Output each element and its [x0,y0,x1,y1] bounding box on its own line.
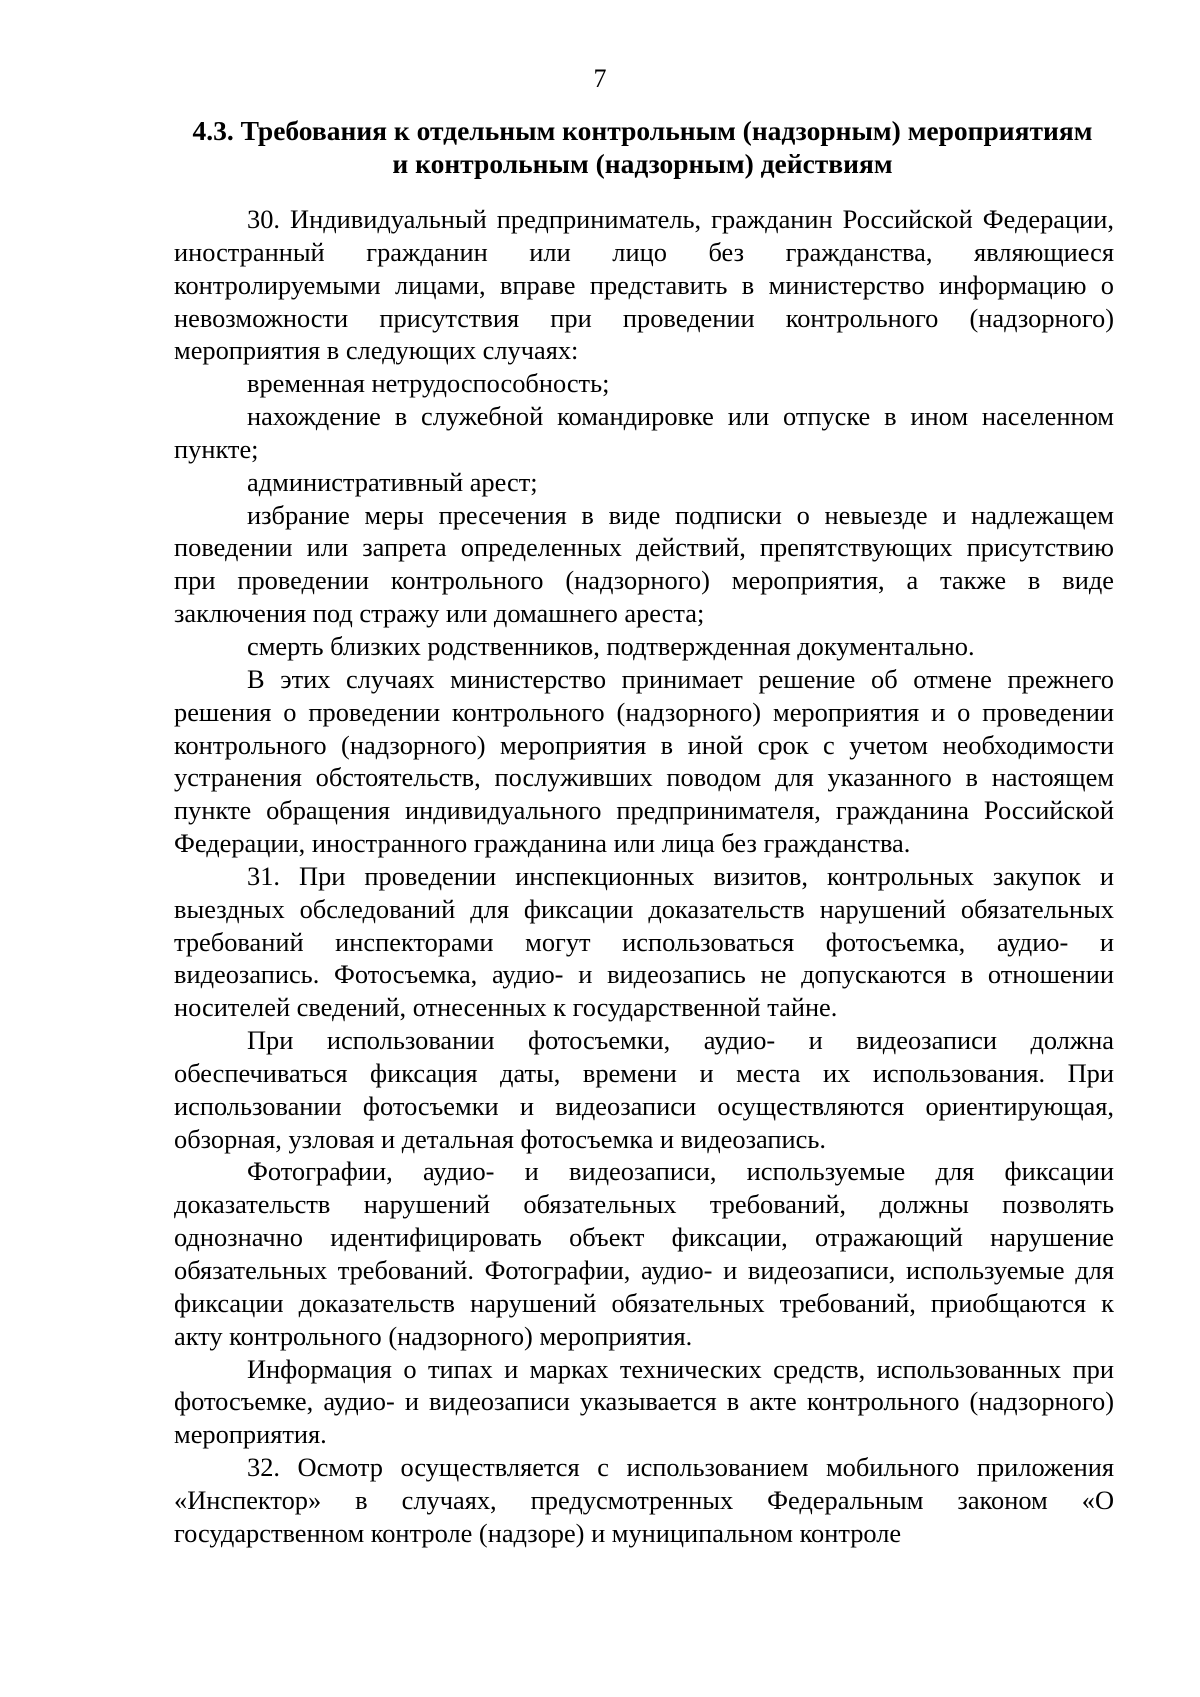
list-item-arrest: административный арест; [247,466,538,497]
page-number: 7 [593,64,607,93]
paragraph-31-fixation: При использовании фотосъемки, аудио- и видеозаписи должна обеспечиваться фиксация даты, времени и места их использования. При использовании фотосъемки и видеозаписи осуществляются ориентирующая, обзорная, узловая и детальная фотосъемка и видеозапись. [174,1025,1114,1154]
section-heading-line-2: и контрольным (надзорным) действиям [392,148,893,179]
paragraph-32-inspection: 32. Осмотр осуществляется с использованием мобильного приложения «Инспектор» в случаях, предусмотренных Федеральным законом «О государственном контроле (надзоре) и муниципальном контроле [174,1452,1114,1548]
list-item-business-trip: нахождение в служебной командировке или отпуске в ином населенном пункте; [174,401,1114,464]
paragraph-30-decision: В этих случаях министерство принимает решение об отмене прежнего решения о проведении контрольного (надзорного) мероприятия и о проведении контрольного (надзорного) мероприятия в иной срок с учетом необходимости устранения обстоятельств, послуживших поводом для указанного в настоящем пункте обращения индивидуального предпринимателя, гражданина Российской Федерации, иностранного гражданина или лица без гражданства. [174,663,1114,859]
paragraph-31-intro: 31. При проведении инспекционных визитов, контрольных закупок и выездных обследований для фиксации доказательств нарушений обязательных требований инспекторами могут использоваться фотосъемка, аудио- и видеозапись. Фотосъемка, аудио- и видеозапись не допускаются в отношении носителей сведений, отнесенных к государственной тайне. [174,860,1114,1023]
list-item-relatives-death: смерть близких родственников, подтвержденная документально. [247,630,975,661]
paragraph-31-photos: Фотографии, аудио- и видеозаписи, используемые для фиксации доказательств нарушений обязательных требований, должны позволять однозначно идентифицировать объект фиксации, отражающий нарушение обязательных требований. Фотографии, аудио- и видеозаписи, используемые для фиксации доказательств нарушений обязательных требований, приобщаются к акту контрольного (надзорного) мероприятия. [174,1156,1114,1351]
section-heading [170,114,1115,180]
list-item-preventive-measure: избрание меры пресечения в виде подписки о невыезде и надлежащем поведении или запрета определенных действий, препятствующих присутствию при проведении контрольного (надзорного) мероприятия, а также в виде заключения под стражу или домашнего ареста; [174,499,1114,629]
section-heading-line-1: 4.3. Требования к отдельным контрольным (надзорным) мероприятиям [192,115,1093,146]
paragraph-31-technical-means: Информация о типах и марках технических средств, использованных при фотосъемке, аудио- и видеозаписи указывается в акте контрольного (надзорного) мероприятия. [174,1353,1114,1450]
document-body [174,203,1114,1550]
paragraph-30-intro: 30. Индивидуальный предприниматель, гражданин Российской Федерации, иностранный гражданин или лицо без гражданства, являющиеся контролируемыми лицами, вправе представить в министерство информацию о невозможности присутствия при проведении контрольного (надзорного) мероприятия в следующих случаях: [174,204,1114,366]
list-item-disability: временная нетрудоспособность; [247,368,610,399]
